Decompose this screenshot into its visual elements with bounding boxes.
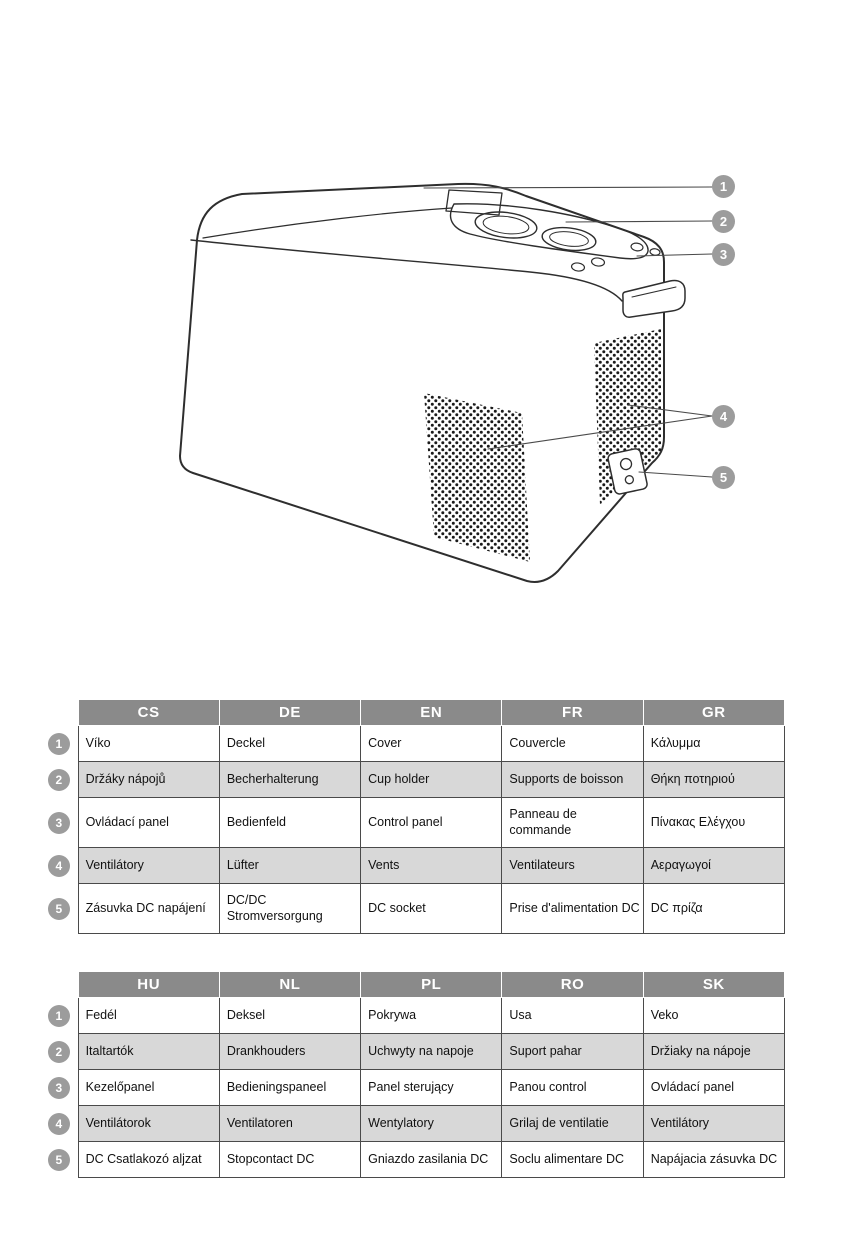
column-header-cs: CS [78, 700, 219, 726]
table-cell: Drankhouders [219, 1034, 360, 1070]
callout-3: 3 [712, 243, 735, 266]
column-header-en: EN [361, 700, 502, 726]
table-cell: Stopcontact DC [219, 1142, 360, 1178]
table-row [40, 762, 785, 798]
table-cell: Víko [78, 726, 219, 762]
column-header-gr: GR [643, 700, 784, 726]
column-header-hu: HU [78, 972, 219, 998]
table-cell: Panneau de commande [502, 798, 643, 848]
table-cell: Ventilatoren [219, 1106, 360, 1142]
row-number-badge: 5 [48, 1149, 70, 1171]
callout-4: 4 [712, 405, 735, 428]
table-cell: Pokrywa [361, 998, 502, 1034]
table-row [40, 848, 785, 884]
table-cell: Italtartók [78, 1034, 219, 1070]
table-cell: Θήκη ποτηριού [643, 762, 784, 798]
row-number-badge: 4 [48, 855, 70, 877]
header-spacer [40, 700, 78, 726]
table-cell: Zásuvka DC napájení [78, 884, 219, 934]
table-cell: DC socket [361, 884, 502, 934]
table-cell: Ventilátorok [78, 1106, 219, 1142]
table-cell: DC Csatlakozó aljzat [78, 1142, 219, 1178]
table-cell: Ventilateurs [502, 848, 643, 884]
table-cell: Vents [361, 848, 502, 884]
table-cell: Supports de boisson [502, 762, 643, 798]
column-header-nl: NL [219, 972, 360, 998]
table-cell: DC πρίζα [643, 884, 784, 934]
table-cell: Bedienfeld [219, 798, 360, 848]
table-row [40, 1142, 785, 1178]
table-row [40, 1034, 785, 1070]
column-header-de: DE [219, 700, 360, 726]
table-row [40, 726, 785, 762]
table-cell: Panou control [502, 1070, 643, 1106]
row-number-badge: 1 [48, 1005, 70, 1027]
table-cell: Πίνακας Ελέγχου [643, 798, 784, 848]
front-vent-grille [424, 393, 530, 562]
callout-1: 1 [712, 175, 735, 198]
table-cell: Ventilátory [643, 1106, 784, 1142]
table-cell: Αεραγωγοί [643, 848, 784, 884]
table-cell: Lüfter [219, 848, 360, 884]
table-cell: Ovládací panel [78, 798, 219, 848]
table-cell: Deckel [219, 726, 360, 762]
table-cell: Cup holder [361, 762, 502, 798]
column-header-ro: RO [502, 972, 643, 998]
table-cell: Ovládací panel [643, 1070, 784, 1106]
table-cell: Bedieningspaneel [219, 1070, 360, 1106]
table-cell: Prise d'alimentation DC [502, 884, 643, 934]
table-cell: Panel sterujący [361, 1070, 502, 1106]
callout-5: 5 [712, 466, 735, 489]
table-cell: DC/DC Stromversorgung [219, 884, 360, 934]
table-cell: Veko [643, 998, 784, 1034]
table-cell: Grilaj de ventilatie [502, 1106, 643, 1142]
row-number-badge: 2 [48, 1041, 70, 1063]
table-row [40, 884, 785, 934]
table-cell: Fedél [78, 998, 219, 1034]
table-cell: Wentylatory [361, 1106, 502, 1142]
callout-2: 2 [712, 210, 735, 233]
table-cell: Uchwyty na napoje [361, 1034, 502, 1070]
table-row [40, 1106, 785, 1142]
table-cell: Gniazdo zasilania DC [361, 1142, 502, 1178]
header-spacer [40, 972, 78, 998]
row-number-badge: 2 [48, 769, 70, 791]
table-cell: Držiaky na nápoje [643, 1034, 784, 1070]
row-number-badge: 5 [48, 898, 70, 920]
leader-line-5 [639, 472, 712, 477]
table-cell: Deksel [219, 998, 360, 1034]
translation-tables [40, 699, 790, 1178]
table-cell: Becherhalterung [219, 762, 360, 798]
table-cell: Napájacia zásuvka DC [643, 1142, 784, 1178]
column-header-fr: FR [502, 700, 643, 726]
row-number-badge: 3 [48, 1077, 70, 1099]
table-cell: Control panel [361, 798, 502, 848]
table-row [40, 998, 785, 1034]
cooler-body-outline [180, 184, 664, 582]
table-cell: Couvercle [502, 726, 643, 762]
row-number-badge: 4 [48, 1113, 70, 1135]
row-number-badge: 1 [48, 733, 70, 755]
table-cell: Držáky nápojů [78, 762, 219, 798]
table-cell: Usa [502, 998, 643, 1034]
table-cell: Suport pahar [502, 1034, 643, 1070]
column-header-sk: SK [643, 972, 784, 998]
table-cell: Kezelőpanel [78, 1070, 219, 1106]
table-row [40, 798, 785, 848]
table-cell: Κάλυμμα [643, 726, 784, 762]
column-header-pl: PL [361, 972, 502, 998]
table-cell: Cover [361, 726, 502, 762]
translation-table-1 [40, 699, 785, 934]
table-cell: Soclu alimentare DC [502, 1142, 643, 1178]
translation-table-2 [40, 971, 785, 1178]
table-row [40, 1070, 785, 1106]
row-number-badge: 3 [48, 812, 70, 834]
table-cell: Ventilátory [78, 848, 219, 884]
